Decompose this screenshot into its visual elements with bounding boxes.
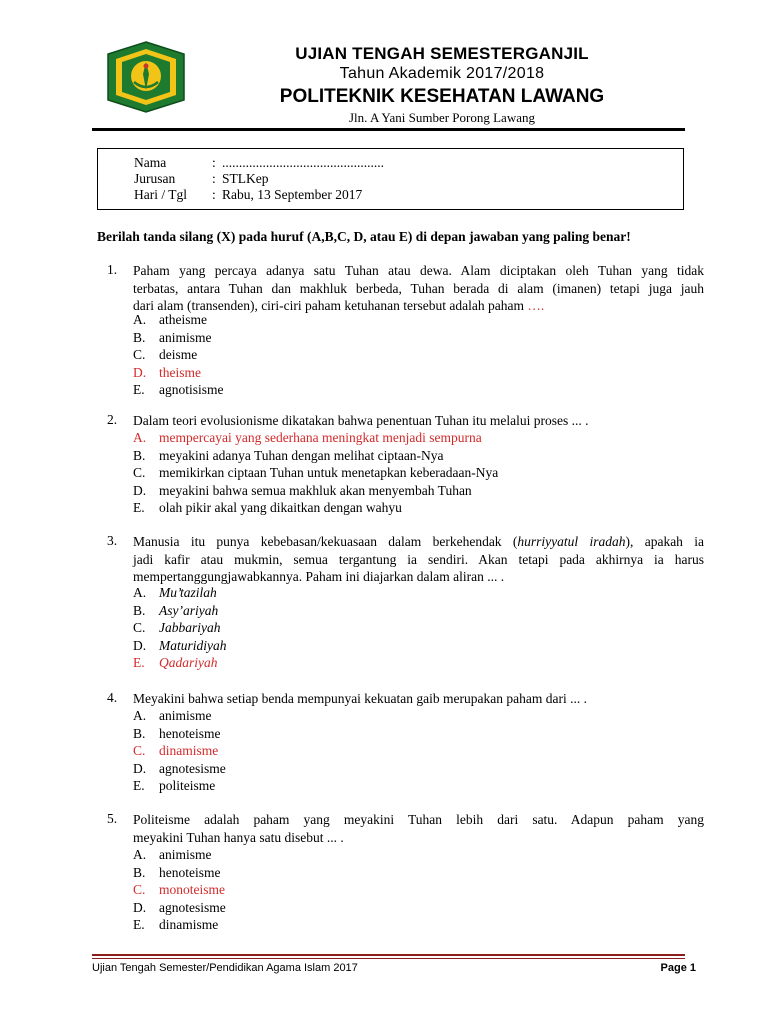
page-number: Page 1 — [660, 962, 696, 974]
option-letter: D. — [133, 760, 147, 776]
question-line: Meyakini bahwa setiap benda mempunyai kekuatan gaib merupakan paham dari ... . — [133, 691, 587, 706]
question-number: 4. — [107, 690, 118, 705]
question-ellipsis: …. — [523, 298, 545, 313]
identity-row-jurusan — [134, 171, 269, 187]
option-letter: C. — [133, 743, 146, 758]
option-letter: E. — [133, 655, 145, 670]
answer-option[interactable] — [133, 447, 498, 465]
question-number: 3. — [107, 533, 118, 548]
option-text: henoteisme — [159, 864, 221, 880]
options-list — [133, 311, 224, 399]
answer-option[interactable] — [133, 499, 498, 517]
option-letter: A. — [133, 430, 147, 445]
option-text: memikirkan ciptaan Tuhan untuk menetapkan keberadaan-Nya — [159, 465, 499, 480]
answer-option[interactable] — [133, 707, 226, 725]
option-text: Jabbariyah — [159, 620, 221, 635]
question-line: meyakini Tuhan hanya satu disebut ... . — [133, 829, 344, 845]
identity-label: Hari / Tgl — [134, 187, 187, 202]
question-line-text: dari alam (transenden), ciri-ciri paham ketuhanan tersebut adalah paham — [133, 298, 524, 313]
exam-title: UJIAN TENGAH SEMESTERGANJIL — [295, 44, 589, 63]
question-line-text: ), apakah ia — [625, 534, 705, 549]
answer-option[interactable] — [133, 584, 227, 602]
option-text: agnotesisme — [159, 899, 226, 915]
option-text: atheisme — [159, 312, 207, 327]
identity-label: Nama — [134, 155, 167, 170]
answer-option[interactable] — [133, 329, 224, 347]
option-letter: D. — [133, 364, 147, 380]
answer-option[interactable] — [133, 429, 498, 447]
option-letter: A. — [133, 585, 147, 600]
answer-option[interactable] — [133, 899, 226, 917]
answer-option[interactable] — [133, 619, 227, 637]
option-letter: A. — [133, 847, 147, 862]
option-letter: C. — [133, 347, 146, 362]
question-line: jadi kafir atau mukmin, semua tergantung ia sendiri. Akan tetapi pada akhirnya ia harus — [133, 551, 704, 567]
question-number: 1. — [107, 262, 118, 277]
identity-row-nama — [134, 155, 384, 171]
option-letter: B. — [133, 447, 146, 463]
answer-option[interactable] — [133, 864, 226, 882]
question-text — [133, 811, 704, 846]
answer-option[interactable] — [133, 364, 224, 382]
option-letter: D. — [133, 899, 147, 915]
option-text: animisme — [159, 329, 212, 345]
question-line-text: Manusia itu punya kebebasan/kekuasaan dalam berkehendak ( — [133, 534, 518, 549]
option-text: olah pikir akal yang dikaitkan dengan wahyu — [159, 500, 402, 515]
institution-logo — [104, 40, 188, 114]
option-text: meyakini adanya Tuhan dengan melihat ciptaan-Nya — [159, 447, 444, 463]
identity-label: Jurusan — [134, 171, 176, 186]
option-text: dinamisme — [159, 917, 219, 932]
option-letter: E. — [133, 500, 145, 515]
option-letter: C. — [133, 465, 146, 480]
identity-value: Rabu, 13 September 2017 — [222, 187, 363, 202]
option-text: mempercayai yang sederhana meningkat menjadi sempurna — [159, 430, 482, 445]
option-text: Mu’tazilah — [159, 585, 217, 600]
option-letter: D. — [133, 482, 147, 498]
question-text — [133, 690, 704, 708]
answer-option[interactable] — [133, 346, 224, 364]
identity-box — [97, 148, 684, 210]
answer-option[interactable] — [133, 464, 498, 482]
identity-value: STLKep — [222, 171, 269, 186]
question-line: terbatas, antara Tuhan dan makhluk berbeda, Tuhan berada di alam (imanen) tetapi juga jauh — [133, 280, 704, 296]
option-text: monoteisme — [159, 882, 225, 897]
question-number: 2. — [107, 412, 118, 427]
option-letter: C. — [133, 882, 146, 897]
options-list — [133, 846, 226, 934]
option-text: meyakini bahwa semua makhluk akan menyembah Tuhan — [159, 482, 472, 498]
header-rule — [92, 128, 685, 131]
answer-option[interactable] — [133, 725, 226, 743]
answer-option[interactable] — [133, 381, 224, 399]
answer-option[interactable] — [133, 846, 226, 864]
option-text: agnotesisme — [159, 760, 226, 776]
options-list — [133, 429, 498, 517]
identity-value: ................................................ — [222, 155, 384, 170]
institution-address: Jln. A Yani Sumber Porong Lawang — [349, 110, 535, 125]
answer-option[interactable] — [133, 881, 226, 899]
options-list — [133, 707, 226, 795]
identity-row-hari-tgl — [134, 187, 362, 203]
option-text: agnotisisme — [159, 382, 224, 397]
option-letter: B. — [133, 329, 146, 345]
option-letter: A. — [133, 708, 147, 723]
option-text: animisme — [159, 847, 212, 862]
options-list — [133, 584, 227, 672]
option-text: theisme — [159, 364, 201, 380]
option-text: dinamisme — [159, 743, 219, 758]
footer-course: Ujian Tengah Semester/Pendidikan Agama Islam 2017 — [92, 962, 358, 974]
option-text: animisme — [159, 708, 212, 723]
identity-separator: : — [212, 155, 216, 170]
question-line: Dalam teori evolusionisme dikatakan bahwa penentuan Tuhan itu melalui proses ... . — [133, 413, 589, 428]
question-line: mempertanggungjawabkannya. Paham ini diajarkan dalam aliran ... . — [133, 569, 505, 584]
option-letter: D. — [133, 637, 147, 653]
option-text: Qadariyah — [159, 655, 218, 670]
answer-option[interactable] — [133, 602, 227, 620]
answer-option[interactable] — [133, 654, 227, 672]
question-text — [133, 412, 704, 430]
question-line — [133, 533, 704, 551]
option-letter: B. — [133, 725, 146, 741]
footer-rule-thin — [92, 958, 685, 959]
option-text: politeisme — [159, 778, 216, 793]
answer-option[interactable] — [133, 777, 226, 795]
answer-option[interactable] — [133, 637, 227, 655]
footer-rule — [92, 954, 685, 956]
academic-year: Tahun Akademik 2017/2018 — [339, 65, 545, 82]
option-letter: E. — [133, 778, 145, 793]
question-line: Politeisme adalah paham yang meyakini Tuhan lebih dari satu. Adapun paham yang — [133, 812, 704, 827]
question-number: 5. — [107, 811, 118, 826]
option-letter: E. — [133, 382, 145, 397]
option-text: deisme — [159, 347, 198, 362]
option-letter: E. — [133, 917, 145, 932]
identity-separator: : — [212, 187, 216, 202]
answer-option[interactable] — [133, 916, 226, 934]
option-letter: C. — [133, 620, 146, 635]
option-letter: B. — [133, 602, 146, 618]
answer-option[interactable] — [133, 760, 226, 778]
question-term: hurriyyatul iradah — [517, 534, 626, 549]
answer-option[interactable] — [133, 482, 498, 500]
identity-separator: : — [212, 171, 216, 186]
option-letter: A. — [133, 312, 147, 327]
question-line: Paham yang percaya adanya satu Tuhan atau dewa. Alam diciptakan oleh Tuhan yang tidak — [133, 263, 704, 278]
option-letter: B. — [133, 864, 146, 880]
question-text — [133, 533, 704, 586]
institution-name: POLITEKNIK KESEHATAN LAWANG — [279, 86, 605, 107]
option-text: Maturidiyah — [159, 637, 227, 653]
instruction: Berilah tanda silang (X) pada huruf (A,B,C, D, atau E) di depan jawaban yang paling benar! — [97, 229, 631, 244]
option-text: Asy’ariyah — [159, 602, 219, 618]
answer-option[interactable] — [133, 742, 226, 760]
answer-option[interactable] — [133, 311, 224, 329]
option-text: henoteisme — [159, 725, 221, 741]
question-text — [133, 262, 704, 315]
